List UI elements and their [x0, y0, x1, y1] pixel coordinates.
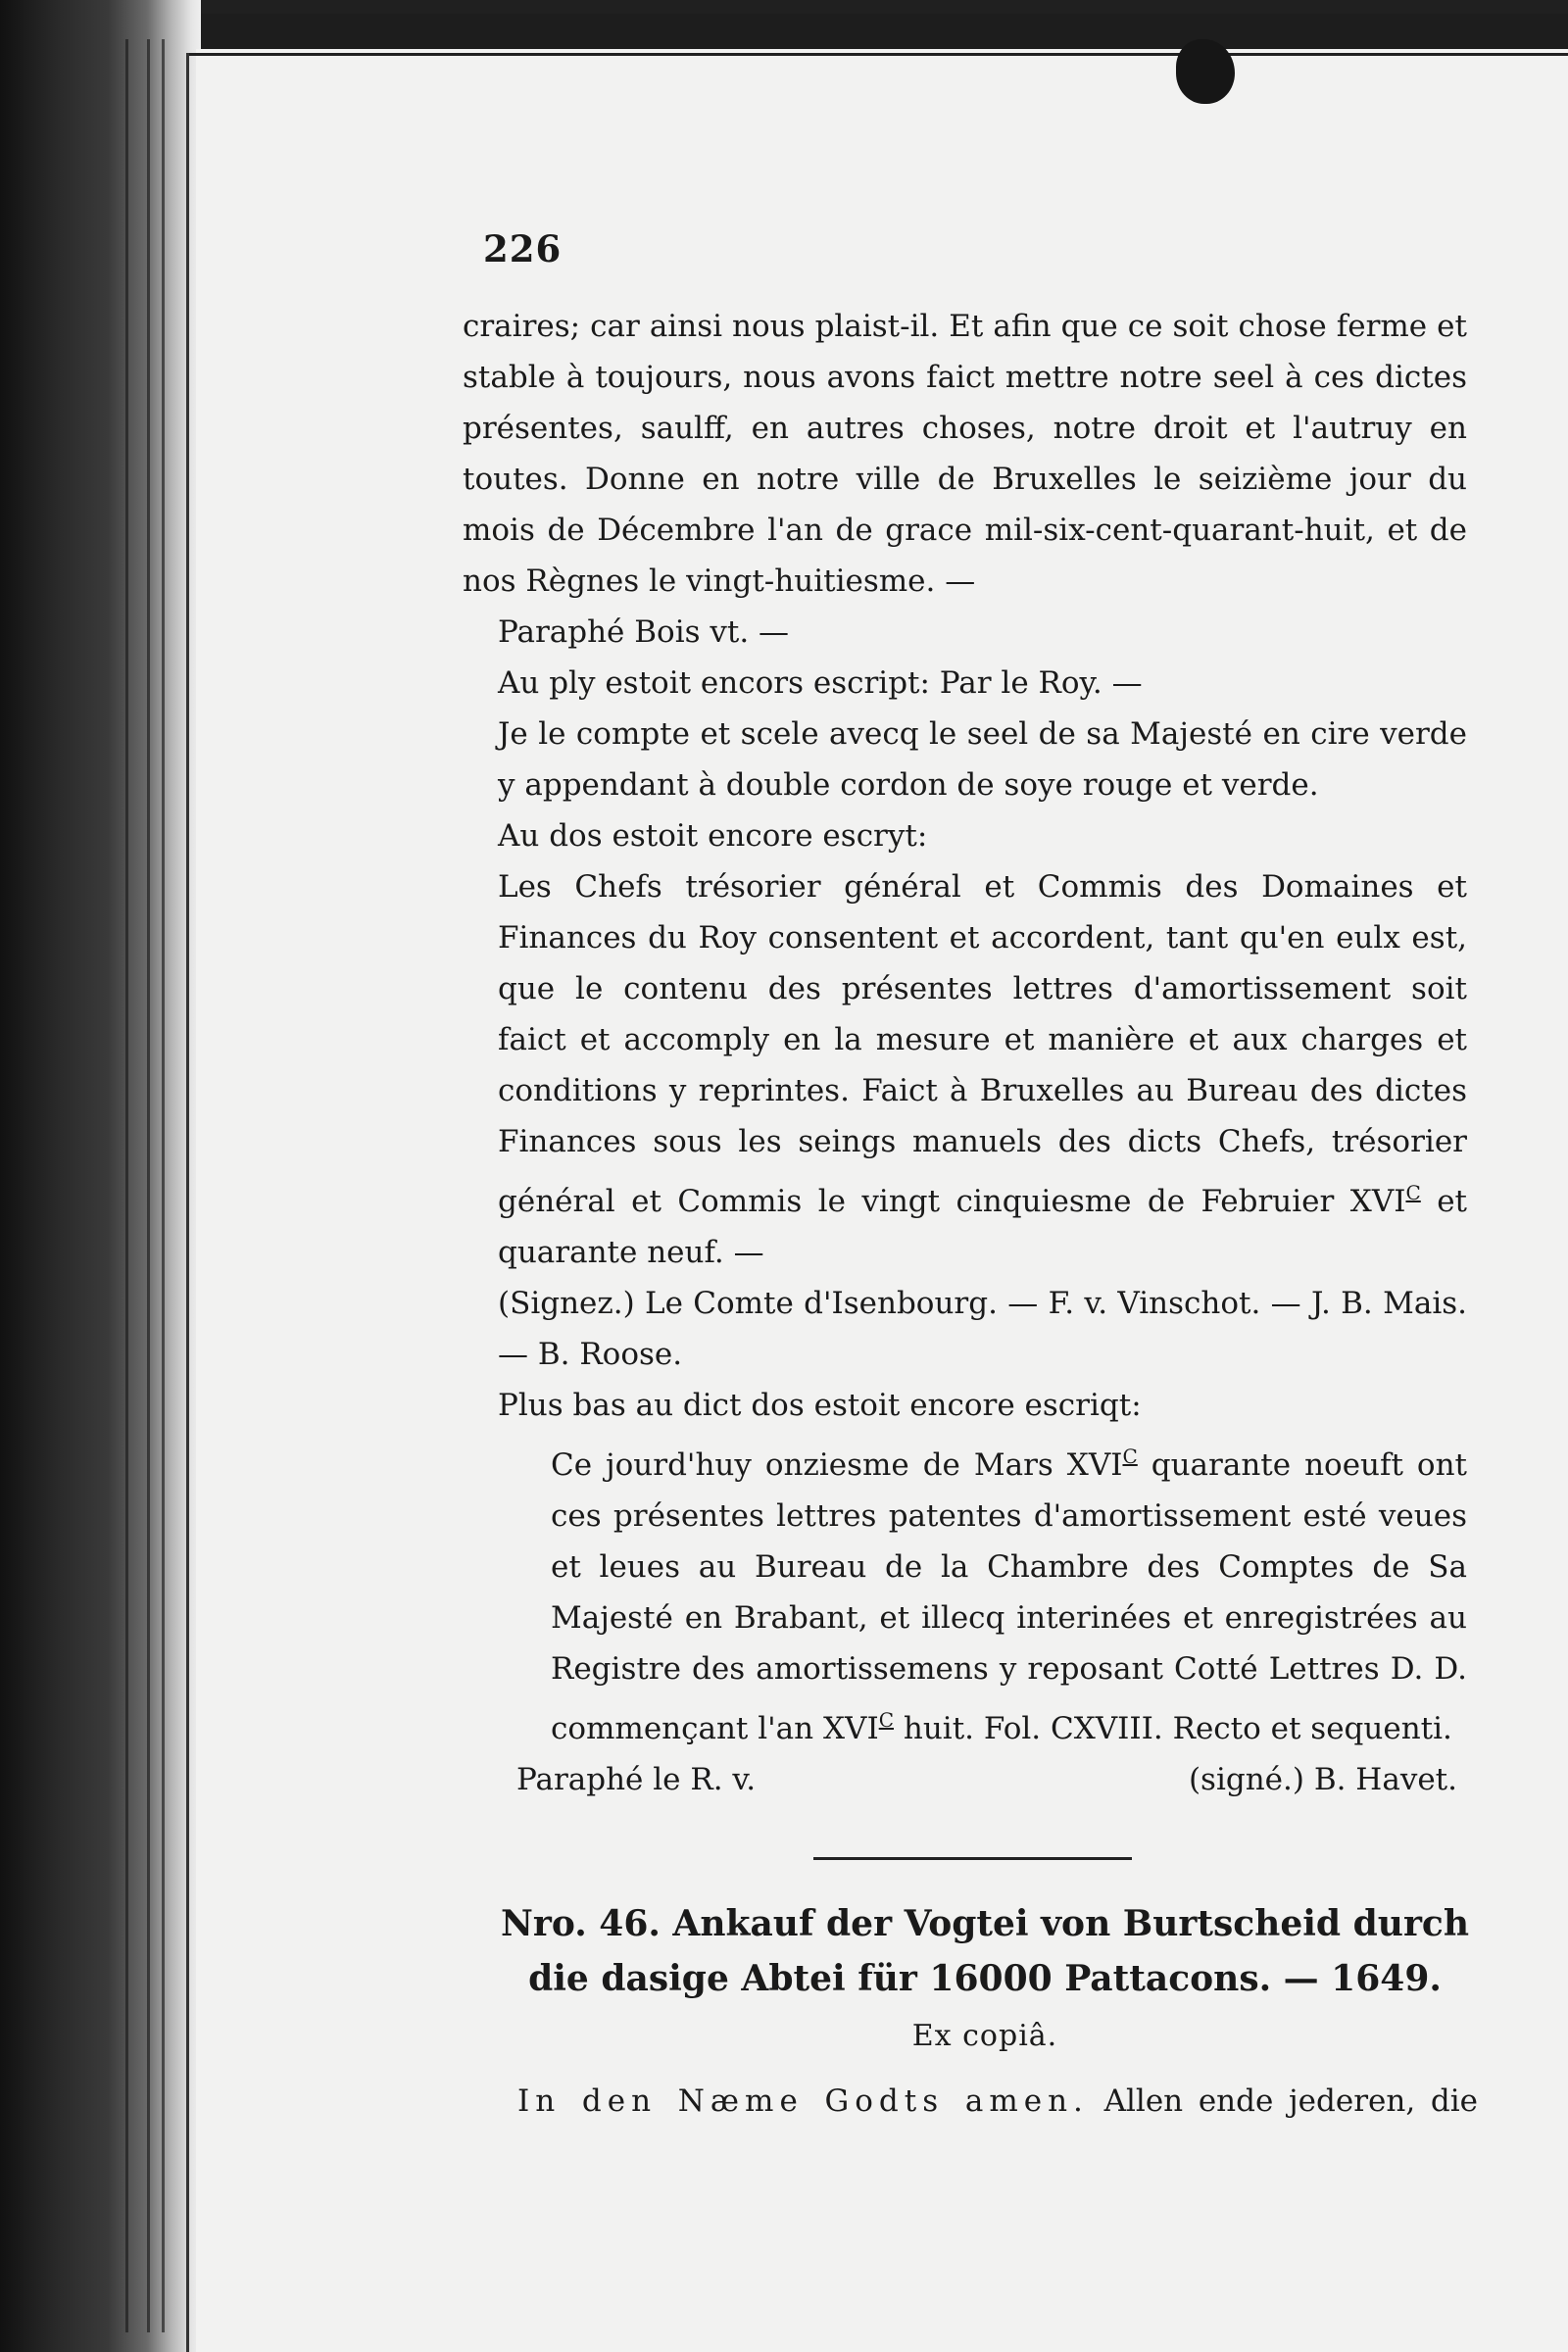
- paragraph: Au dos estoit encore escryt:: [498, 818, 928, 854]
- paragraph: Paraphé Bois vt. —: [498, 614, 790, 650]
- paragraph-plus-bas: Plus bas au dict dos estoit encore escriqt:: [498, 1388, 1142, 1423]
- text-run: huit. Fol. CXVIII. Recto et sequenti.: [894, 1711, 1452, 1746]
- spine-line: [162, 39, 165, 2332]
- spine-line: [125, 39, 128, 2332]
- paragraph: Au ply estoit encors escript: Par le Roy. —: [498, 665, 1143, 701]
- signature-row: [463, 1754, 1467, 1805]
- paragraph-ce-jour: [463, 1431, 1467, 1754]
- paragraph-signez: (Signez.) Le Comte d'Isenbourg. — F. v. Vinschot. — J. B. Mais. — B. Roose.: [498, 1286, 1467, 1372]
- scan-top-edge: [0, 0, 1568, 14]
- opening-line: [517, 2076, 1478, 2127]
- page-frame-left: [186, 53, 189, 2352]
- section-divider: [813, 1857, 1132, 1860]
- ink-blot: [1176, 39, 1235, 104]
- text-run: quarante noeuft ont ces présentes lettres patentes d'amortissement esté veues et leues au Bureau de la Chambre des Comptes de Sa Majesté en Brabant, et illecq interinées et enregistrées au Registre des amortissemens y reposant Cotté Lettres D. D. commençant l'an XVI: [551, 1447, 1467, 1746]
- opening-spaced: In den Næme Godts amen.: [517, 2083, 1089, 2119]
- section-subheading: Ex copiâ.: [911, 2019, 1058, 2053]
- text-run: Ce jourd'huy onziesme de Mars XVI: [551, 1447, 1123, 1483]
- superscript: C: [1122, 1445, 1138, 1468]
- superscript: C: [878, 1708, 895, 1732]
- page-frame-top: [186, 53, 1568, 56]
- spine-line: [147, 39, 150, 2332]
- text-run: et quarante neuf. —: [498, 1184, 1467, 1270]
- paragraph: Je le compte et scele avecq le seel de sa Majesté en cire verde y appendant à double cordon de soye rouge et verde.: [498, 716, 1467, 803]
- text-run: Les Chefs trésorier général et Commis des Domaines et Finances du Roy consentent et accordent, tant qu'en eulx est, que le contenu des présentes lettres d'amortissement soit faict et accomply en la mesure et manière et aux charges et conditions y reprintes. Faict à Bruxelles au Bureau des dictes Finances sous les seings manuels des dicts Chefs, trésorier général et Commis le vingt cinquiesme de Februier XVI: [498, 869, 1467, 1219]
- opening-rest: Allen ende jederen, die: [1088, 2083, 1478, 2119]
- book-spine: [0, 0, 201, 2352]
- section-heading: Nro. 46. Ankauf der Vogtei von Burtscheid durch die dasige Abtei für 16000 Pattacons. — 1649.: [500, 1903, 1470, 1999]
- body-text: [463, 301, 1467, 1805]
- paragraph-chefs: [463, 861, 1467, 1278]
- superscript: C: [1405, 1181, 1421, 1204]
- signature-left: Paraphé le R. v.: [516, 1762, 757, 1797]
- signature-right: (signé.) B. Havet.: [1188, 1762, 1457, 1797]
- page-number: 226: [483, 227, 563, 270]
- paragraph: craires; car ainsi nous plaist-il. Et afin que ce soit chose ferme et stable à toujours, nous avons faict mettre notre seel à ces dictes présentes, saulff, en autres choses, notre droit et l'autruy en toutes. Donne en notre ville de Bruxelles le seizième jour du mois de Décembre l'an de grace mil-six-cent-quarant-huit, et de nos Règnes le vingt-huitiesme. —: [463, 309, 1467, 599]
